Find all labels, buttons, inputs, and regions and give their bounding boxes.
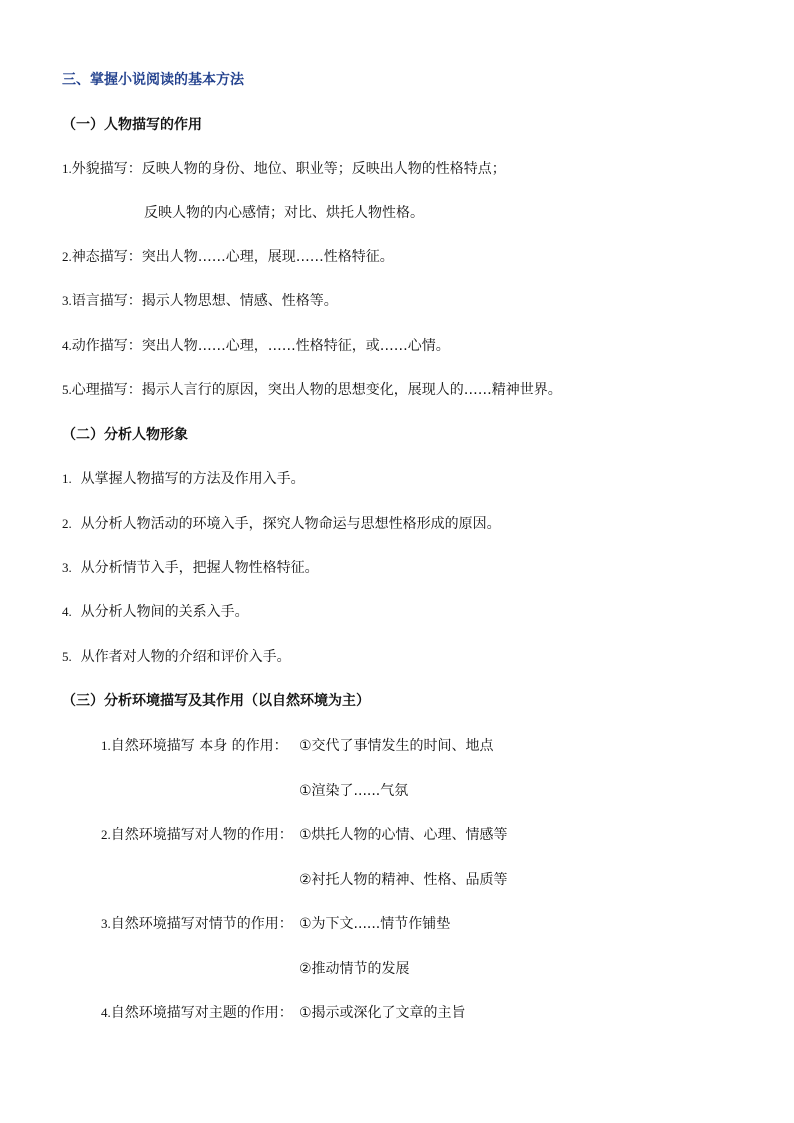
list-item [62,381,562,399]
item-text: 从掌握人物描写的方法及作用入手。 [80,471,305,487]
env-item-label [101,915,293,933]
item-text: 反映人物的身份、地位、职业等；反映出人物的性格特点； [141,161,506,177]
env-effect: ①揭示或深化了文章的主旨 [299,1005,466,1021]
item-number: 4. [101,1005,111,1020]
section1-heading: （一）人物描写的作用 [62,117,202,133]
item-number: 1. [62,161,72,176]
item-number: 4. [62,604,72,619]
item-label: 动作描写： [71,338,142,354]
env-effect: ①为下文......情节作铺垫 [299,916,451,932]
env-effect: ①烘托人物的心情、心理、情感等 [299,827,508,843]
env-item-label [101,1004,293,1022]
item-number: 3. [62,293,72,308]
item-number: 1. [101,738,111,753]
item-label: 自然环境描写 本身 的作用： [110,738,288,754]
list-item [62,248,394,266]
item-text: 揭示人物思想、情感、性格等。 [141,293,338,309]
env-item-label [101,737,288,755]
item-text: 从分析人物活动的环境入手，探究人物命运与思想性格形成的原因。 [80,516,501,532]
list-item [62,603,249,621]
item-text: 突出人物……心理，展现……性格特征。 [141,249,394,265]
item-text: 突出人物……心理，……性格特征，或……心情。 [141,338,450,354]
env-effect: ①交代了事情发生的时间、地点 [299,738,494,754]
page-title: 三、掌握小说阅读的基本方法 [62,72,244,88]
list-item [62,160,506,178]
list-item [62,559,319,577]
item-number: 4. [62,338,72,353]
item-label: 语言描写： [71,293,142,309]
item-number: 2. [62,249,72,264]
item-label: 外貌描写： [71,161,142,177]
item-text: 反映人物的内心感情；对比、烘托人物性格。 [144,205,424,221]
list-item-continuation [144,204,424,222]
env-effect: ②推动情节的发展 [299,961,410,977]
list-item [62,337,450,355]
item-label: 自然环境描写对人物的作用： [110,827,293,843]
list-item [62,648,291,666]
item-text: 从分析人物间的关系入手。 [80,604,249,620]
item-number: 5. [62,649,72,664]
item-text: 从分析情节入手，把握人物性格特征。 [80,560,319,576]
item-number: 2. [101,827,111,842]
section2-heading: （二）分析人物形象 [62,427,188,443]
item-number: 3. [62,560,72,575]
list-item [62,470,305,488]
item-label: 心理描写： [71,382,142,398]
env-effect: ①渲染了......气氛 [299,783,409,799]
item-number: 5. [62,382,72,397]
item-text: 揭示人言行的原因，突出人物的思想变化，展现人的……精神世界。 [141,382,562,398]
list-item [62,292,338,310]
item-number: 1. [62,471,72,486]
item-label: 神态描写： [71,249,142,265]
item-label: 自然环境描写对情节的作用： [110,916,293,932]
list-item [62,515,501,533]
item-text: 从作者对人物的介绍和评价入手。 [80,649,291,665]
item-label: 自然环境描写对主题的作用： [110,1005,293,1021]
item-number: 2. [62,516,72,531]
env-effect: ②衬托人物的精神、性格、品质等 [299,872,508,888]
item-number: 3. [101,916,111,931]
section3-heading: （三）分析环境描写及其作用（以自然环境为主） [62,693,370,709]
env-item-label [101,826,293,844]
